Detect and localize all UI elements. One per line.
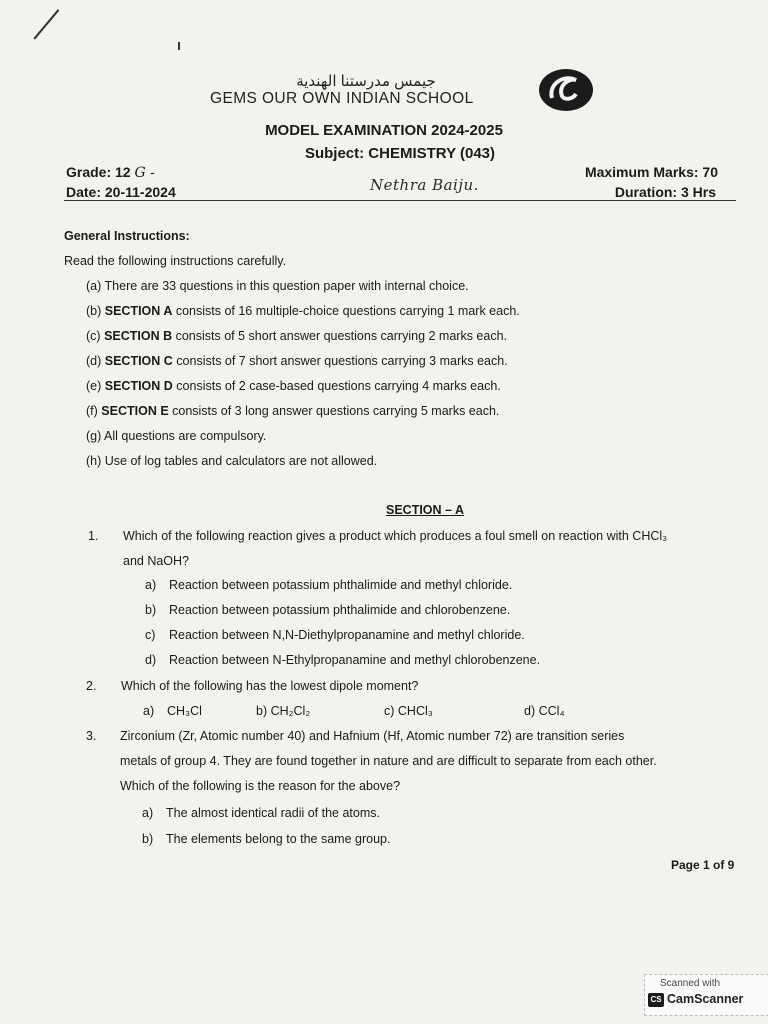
exam-title: MODEL EXAMINATION 2024-2025 [265, 122, 503, 139]
option: d) Reaction between N-Ethylpropanamine and methyl chlorobenzene. [145, 653, 541, 667]
duration: Duration: 3 Hrs [614, 184, 716, 200]
subject-title: Subject: CHEMISTRY (043) [304, 145, 496, 162]
question-number: 2. [86, 679, 97, 693]
instruction-item: (h) Use of log tables and calculators are not allowed. [86, 454, 378, 468]
page-number: Page 1 of 9 [671, 858, 735, 872]
student-name-handwritten: Nethra Baiju. [370, 176, 479, 194]
instruction-item: (f) SECTION E consists of 3 long answer questions carrying 5 marks each. [86, 404, 500, 418]
school-logo [538, 68, 594, 112]
instructions-list [86, 278, 520, 478]
scanned-with-text: Scanned with [660, 978, 721, 989]
question-line: metals of group 4. They are found together in nature and are difficult to separate from each other. [120, 754, 657, 768]
question-line: Which of the following is the reason for the above? [120, 779, 401, 793]
max-marks: Maximum Marks: 70 [584, 164, 718, 180]
instruction-item: (a) There are 33 questions in this question paper with internal choice. [86, 279, 469, 293]
question-line: Which of the following reaction gives a product which produces a foul smell on reaction with CHCl₃ [123, 529, 668, 543]
instruction-item: (e) SECTION D consists of 2 case-based questions carrying 4 marks each. [86, 379, 501, 393]
grade-handwritten: G - [134, 165, 155, 181]
grade-label [66, 164, 155, 181]
exam-date: Date: 20-11-2024 [66, 184, 176, 200]
question-text: Which of the following has the lowest dipole moment? [121, 679, 419, 693]
instruction-item: (d) SECTION C consists of 7 short answer questions carrying 3 marks each. [86, 354, 508, 368]
header-divider [64, 200, 736, 201]
instruction-item: (c) SECTION B consists of 5 short answer questions carrying 2 marks each. [86, 329, 507, 343]
instructions-intro: Read the following instructions carefully. [64, 254, 287, 268]
option: a) Reaction between potassium phthalimide and methyl chloride. [145, 578, 513, 592]
question-line: Zirconium (Zr, Atomic number 40) and Hafnium (Hf, Atomic number 72) are transition series [120, 729, 625, 743]
question-number: 3. [86, 729, 97, 743]
camscanner-name: CamScanner [667, 992, 744, 1006]
option: b) The elements belong to the same group. [142, 832, 391, 846]
grade-text: Grade: 12 [66, 164, 131, 180]
question-text [123, 528, 733, 569]
question-line: and NaOH? [123, 554, 190, 568]
option: b) Reaction between potassium phthalimide and chlorobenzene. [145, 603, 511, 617]
school-name-arabic: جيمس مدرستنا الهندية [296, 73, 436, 90]
option: d) CCl₄ [524, 704, 565, 718]
instructions-title: General Instructions: [64, 229, 190, 243]
option: a) CH₃Cl [143, 704, 202, 718]
section-a-title: SECTION – A [386, 503, 465, 517]
instruction-item: (b) SECTION A consists of 16 multiple-choice questions carrying 1 mark each. [86, 304, 520, 318]
option: b) CH₂Cl₂ [256, 704, 311, 718]
camscanner-icon: CS [648, 993, 664, 1007]
instruction-item: (g) All questions are compulsory. [86, 429, 267, 443]
school-name: GEMS OUR OWN INDIAN SCHOOL [210, 90, 474, 107]
pen-mark [33, 9, 59, 39]
pen-dot [178, 42, 180, 50]
option: c) CHCl₃ [384, 704, 433, 718]
question-text [120, 728, 735, 794]
option: c) Reaction between N,N-Diethylpropanamine and methyl chloride. [145, 628, 525, 642]
option: a) The almost identical radii of the atoms. [142, 806, 380, 820]
question-number: 1. [88, 529, 99, 543]
